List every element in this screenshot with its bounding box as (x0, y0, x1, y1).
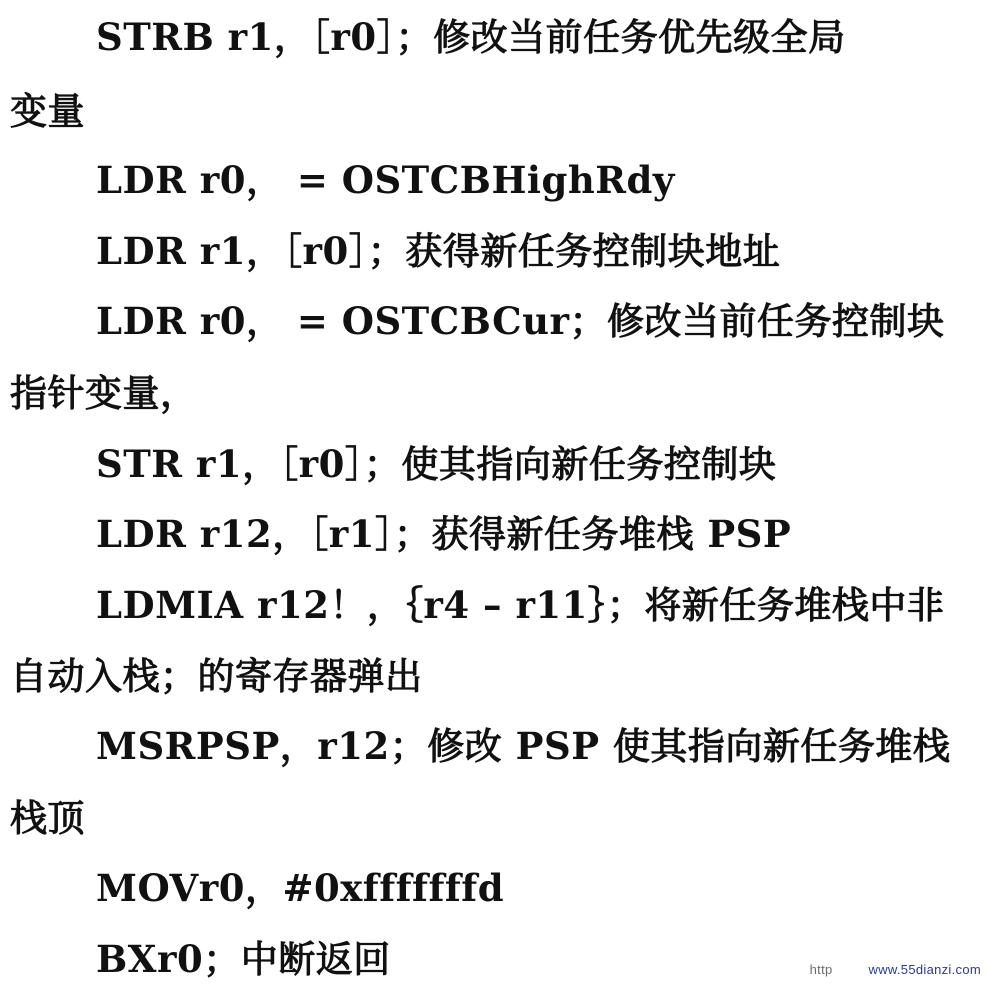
watermark-prefix: http (809, 962, 833, 977)
code-line: LDR r1，［r0］；获得新任务控制块地址 (96, 229, 781, 273)
code-line: MSRPSP，r12；修改 PSP 使其指向新任务堆栈 (96, 724, 951, 768)
watermark-url: www.55dianzi.com (868, 962, 981, 977)
code-line: LDR r0， = OSTCBCur；修改当前任务控制块 (96, 299, 945, 343)
code-line: LDR r0， = OSTCBHighRdy (96, 158, 675, 202)
code-line: STRB r1，［r0］；修改当前任务优先级全局 (96, 15, 846, 59)
code-line: BXr0；中断返回 (96, 937, 391, 981)
code-line: MOVr0，#0xfffffffd (96, 866, 505, 910)
code-line: STR r1，［r0］；使其指向新任务控制块 (96, 442, 777, 486)
code-line: LDMIA r12！，｛r4 – r11｝；将新任务堆栈中非 (96, 583, 945, 627)
watermark (810, 962, 981, 977)
code-line-continuation: 指针变量， (10, 371, 198, 415)
code-line: LDR r12，［r1］；获得新任务堆栈 PSP (96, 512, 792, 556)
code-line-continuation: 栈顶 (10, 796, 85, 840)
code-line-continuation: 自动入栈；的寄存器弹出 (10, 654, 423, 698)
code-line-continuation: 变量 (10, 89, 85, 133)
